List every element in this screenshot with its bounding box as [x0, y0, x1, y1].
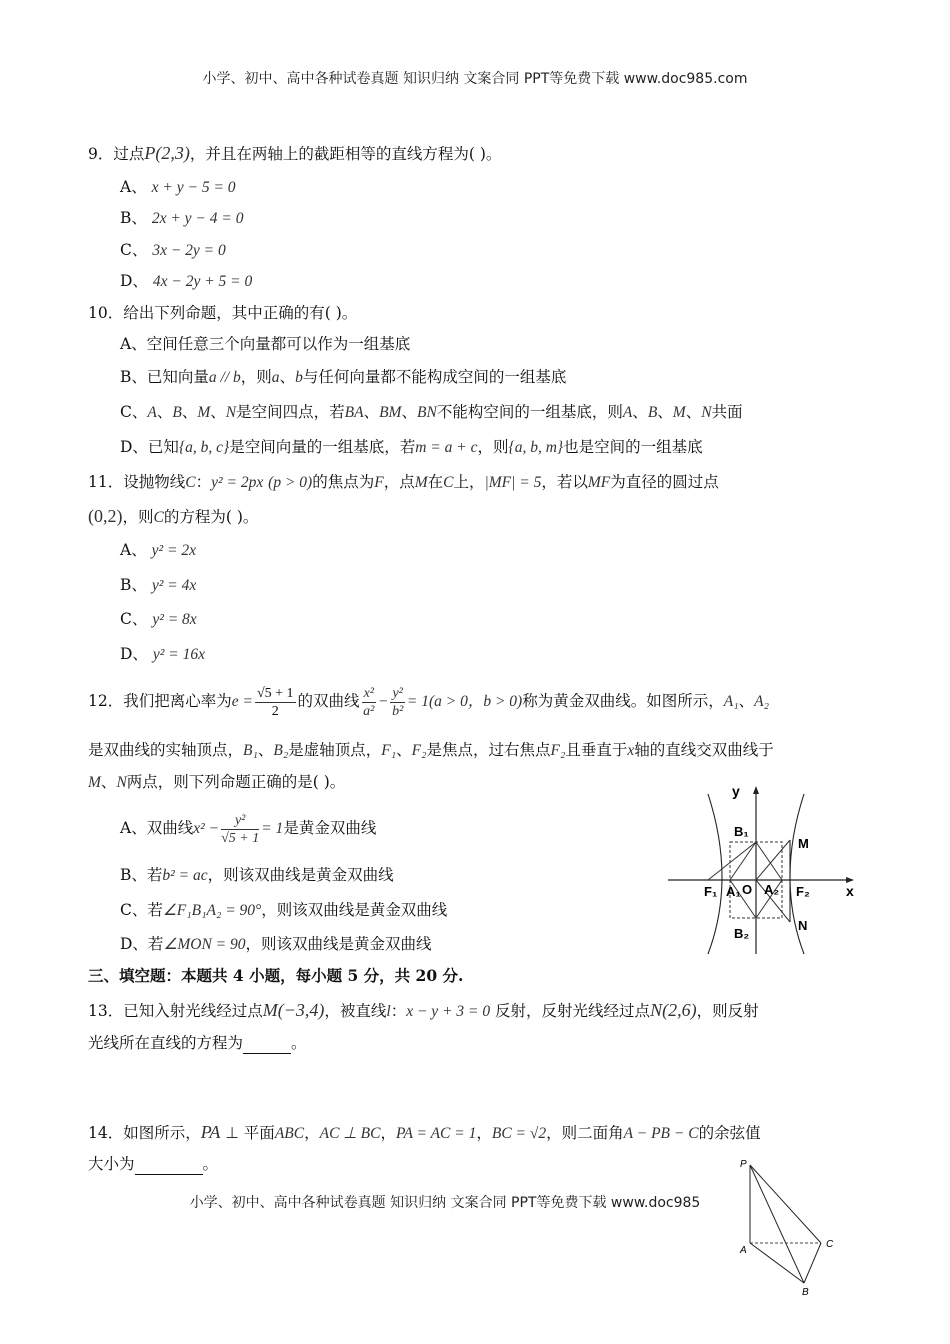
section-3-heading: 三、填空题：本题共 4 小题，每小题 5 分，共 20 分. [88, 966, 464, 985]
q11-stem-line2: (0,2)，则C的方程为( )。 [88, 506, 259, 526]
label-a2: A₂ [764, 882, 780, 897]
label-b1: B₁ [734, 824, 749, 839]
edge-pc [750, 1165, 821, 1243]
q11-option-b: B、 y² = 4x [120, 576, 197, 594]
label-b2: B₂ [734, 926, 750, 941]
q14-stem-line1: 14．如图所示，PA ⊥ 平面ABC，AC ⊥ BC，PA = AC = 1，BC = √2，则二面角A − PB − C的余弦值 [88, 1122, 761, 1142]
q11-option-d: D、 y² = 16x [120, 645, 205, 663]
q11-option-c: C、 y² = 8x [120, 610, 197, 628]
q12-option-a: A、双曲线x² − $\frac{\text{y²}}{√5 + 1}$ = 1是黄金双曲线 [120, 812, 377, 846]
line-o-m [756, 840, 790, 880]
hyperbola-figure [668, 782, 858, 956]
q12-stem-line3: M、N两点，则下列命题正确的是( )。 [88, 773, 346, 791]
y-axis-arrow [753, 786, 759, 794]
q13-answer-blank[interactable] [243, 1033, 291, 1054]
tetrahedron-figure [736, 1155, 846, 1300]
label-b: B [802, 1287, 809, 1298]
q12-stem-line1: 12．我们把离心率为e = $\frac{√5 + 1}{2}$ 的双曲线 $\frac{\text{x²}}{\text{a²}}$ − $\frac{\text{y²}}{\text{b²}}$ = 1(a > 0，b > 0)称为黄金双曲线。如图所示，A₁、A₂ [88, 685, 769, 719]
q13-stem-line1: 13．已知入射光线经过点M(−3,4)，被直线l：x − y + 3 = 0 反射，反射光线经过点N(2,6)，则反射 [88, 1000, 759, 1020]
q10-option-b: B、已知向量a // b，则a、b与任何向量都不能构成空间的一组基底 [120, 368, 567, 386]
page-header: 小学、初中、高中各种试卷真题 知识归纳 文案合同 PPT等免费下载 www.doc985.com [202, 71, 748, 87]
label-a: A [740, 1245, 747, 1256]
line-a1-b1 [730, 842, 756, 880]
line-b1-a2 [756, 842, 782, 880]
edge-ab [750, 1243, 804, 1283]
q12-option-c: C、若∠F₁B₁A₂ = 90°，则该双曲线是黄金双曲线 [120, 901, 448, 919]
q11-stem-line1: 11．设抛物线C：y² = 2px (p > 0)的焦点为F，点M在C上，|MF| = 5，若以MF为直径的圆过点 [88, 473, 719, 491]
label-x: x [846, 883, 854, 899]
eccentricity-fraction: $\frac{√5 + 1}{2}$ [256, 685, 294, 719]
label-y: y [732, 783, 740, 799]
q9-option-b: B、 2x + y − 4 = 0 [120, 209, 244, 227]
label-f2: F₂ [796, 884, 810, 899]
q9-option-d: D、 4x − 2y + 5 = 0 [120, 272, 253, 290]
q12-option-d: D、若∠MON = 90，则该双曲线是黄金双曲线 [120, 935, 432, 953]
label-m: M [798, 836, 809, 851]
page-footer: 小学、初中、高中各种试卷真题 知识归纳 文案合同 PPT等免费下载 www.doc985 [189, 1195, 701, 1211]
q12-option-b: B、若b² = ac，则该双曲线是黄金双曲线 [120, 866, 394, 884]
edge-pb [750, 1165, 804, 1283]
line-f1-b1 [708, 842, 756, 880]
q9-stem: 9．过点P(2,3)，并且在两轴上的截距相等的直线方程为( )。 [88, 143, 502, 163]
label-n: N [798, 918, 808, 933]
q11-option-a: A、 y² = 2x [120, 541, 197, 559]
q10-option-d: D、已知{a, b, c}是空间向量的一组基底，若m = a + c，则{a, b, m}也是空间的一组基底 [120, 438, 703, 456]
label-p: P [740, 1159, 747, 1170]
q10-option-a: A、空间任意三个向量都可以作为一组基底 [120, 335, 411, 353]
q14-stem-line2: 大小为 。 [88, 1155, 219, 1173]
q10-option-c: C、A、B、M、N是空间四点，若BA、BM、BN不能构空间的一组基底，则A、B、M、N共面 [120, 403, 743, 421]
q9-option-c: C、 3x − 2y = 0 [120, 241, 226, 259]
edge-cb [804, 1243, 821, 1283]
label-a1: A₁ [726, 884, 741, 899]
q12-stem-line2: 是双曲线的实轴顶点，B₁、B₂是虚轴顶点，F₁、F₂是焦点，过右焦点F₂且垂直于x轴的直线交双曲线于 [88, 741, 774, 759]
label-o: O [742, 882, 753, 897]
label-c: C [826, 1239, 834, 1250]
q13-stem-line2: 光线所在直线的方程为 。 [88, 1034, 307, 1052]
label-f1: F₁ [704, 884, 718, 899]
q10-stem: 10．给出下列命题，其中正确的有( )。 [88, 304, 358, 322]
q9-option-a: A、 x + y − 5 = 0 [120, 178, 236, 196]
q14-answer-blank[interactable] [135, 1154, 203, 1175]
